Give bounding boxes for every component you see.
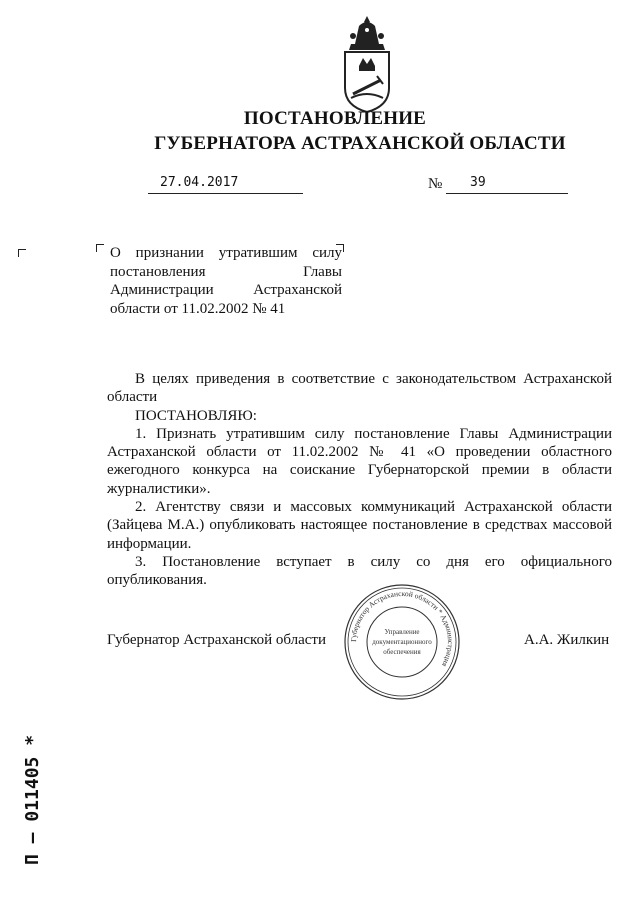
- number-sign: №: [428, 176, 443, 192]
- decree-word: ПОСТАНОВЛЯЮ:: [135, 407, 257, 424]
- document-subject: О признании утратившим силу постановления Главы Администрации Астраханской области от 11.02.2002 № 41: [110, 245, 342, 317]
- document-title-line1: ПОСТАНОВЛЕНИЕ: [243, 108, 427, 129]
- document-body: [107, 370, 612, 590]
- stamp-center-line3: обеспечения: [383, 648, 421, 656]
- item-2-paragraph: 2. Агентству связи и массовых коммуникаций Астраханской области (Зайцева М.А.) опубликовать настоящее постановление в средствах массовой информации.: [107, 499, 612, 552]
- registration-number-side: [8, 700, 48, 870]
- signatory-position: Губернатор Астраханской области: [107, 632, 327, 648]
- stamp-ring-text: Губернатор Астраханской области * Администрация: [348, 588, 456, 669]
- document-date: 27.04.2017: [160, 175, 239, 190]
- date-underline: [148, 192, 303, 194]
- registration-number-text: П – 011405 *: [22, 734, 43, 865]
- corner-mark-left: [18, 249, 26, 257]
- preamble-paragraph: В целях приведения в соответствие с законодательством Астраханской области: [107, 371, 612, 406]
- item-1-paragraph: 1. Признать утратившим силу постановление Главы Администрации Астраханской области от 11.02.2002 № 41 «О проведении областного ежегодного конкурса на соискание Губернаторской премии в области журналистики».: [107, 425, 612, 497]
- stamp-center-line2: документационного: [372, 638, 432, 646]
- corner-mark-subject-left: [96, 244, 104, 252]
- document-title-line2: ГУБЕРНАТОРА АСТРАХАНСКОЙ ОБЛАСТИ: [154, 133, 566, 154]
- document-number: 39: [470, 175, 486, 190]
- coat-of-arms-emblem: [339, 14, 395, 118]
- official-stamp: [342, 582, 462, 702]
- stamp-center-line1: Управление: [384, 628, 420, 636]
- signatory-name: А.А. Жилкин: [524, 632, 610, 648]
- number-underline: [446, 192, 568, 194]
- item-3-paragraph: 3. Постановление вступает в силу со дня его официального опубликования.: [107, 553, 612, 589]
